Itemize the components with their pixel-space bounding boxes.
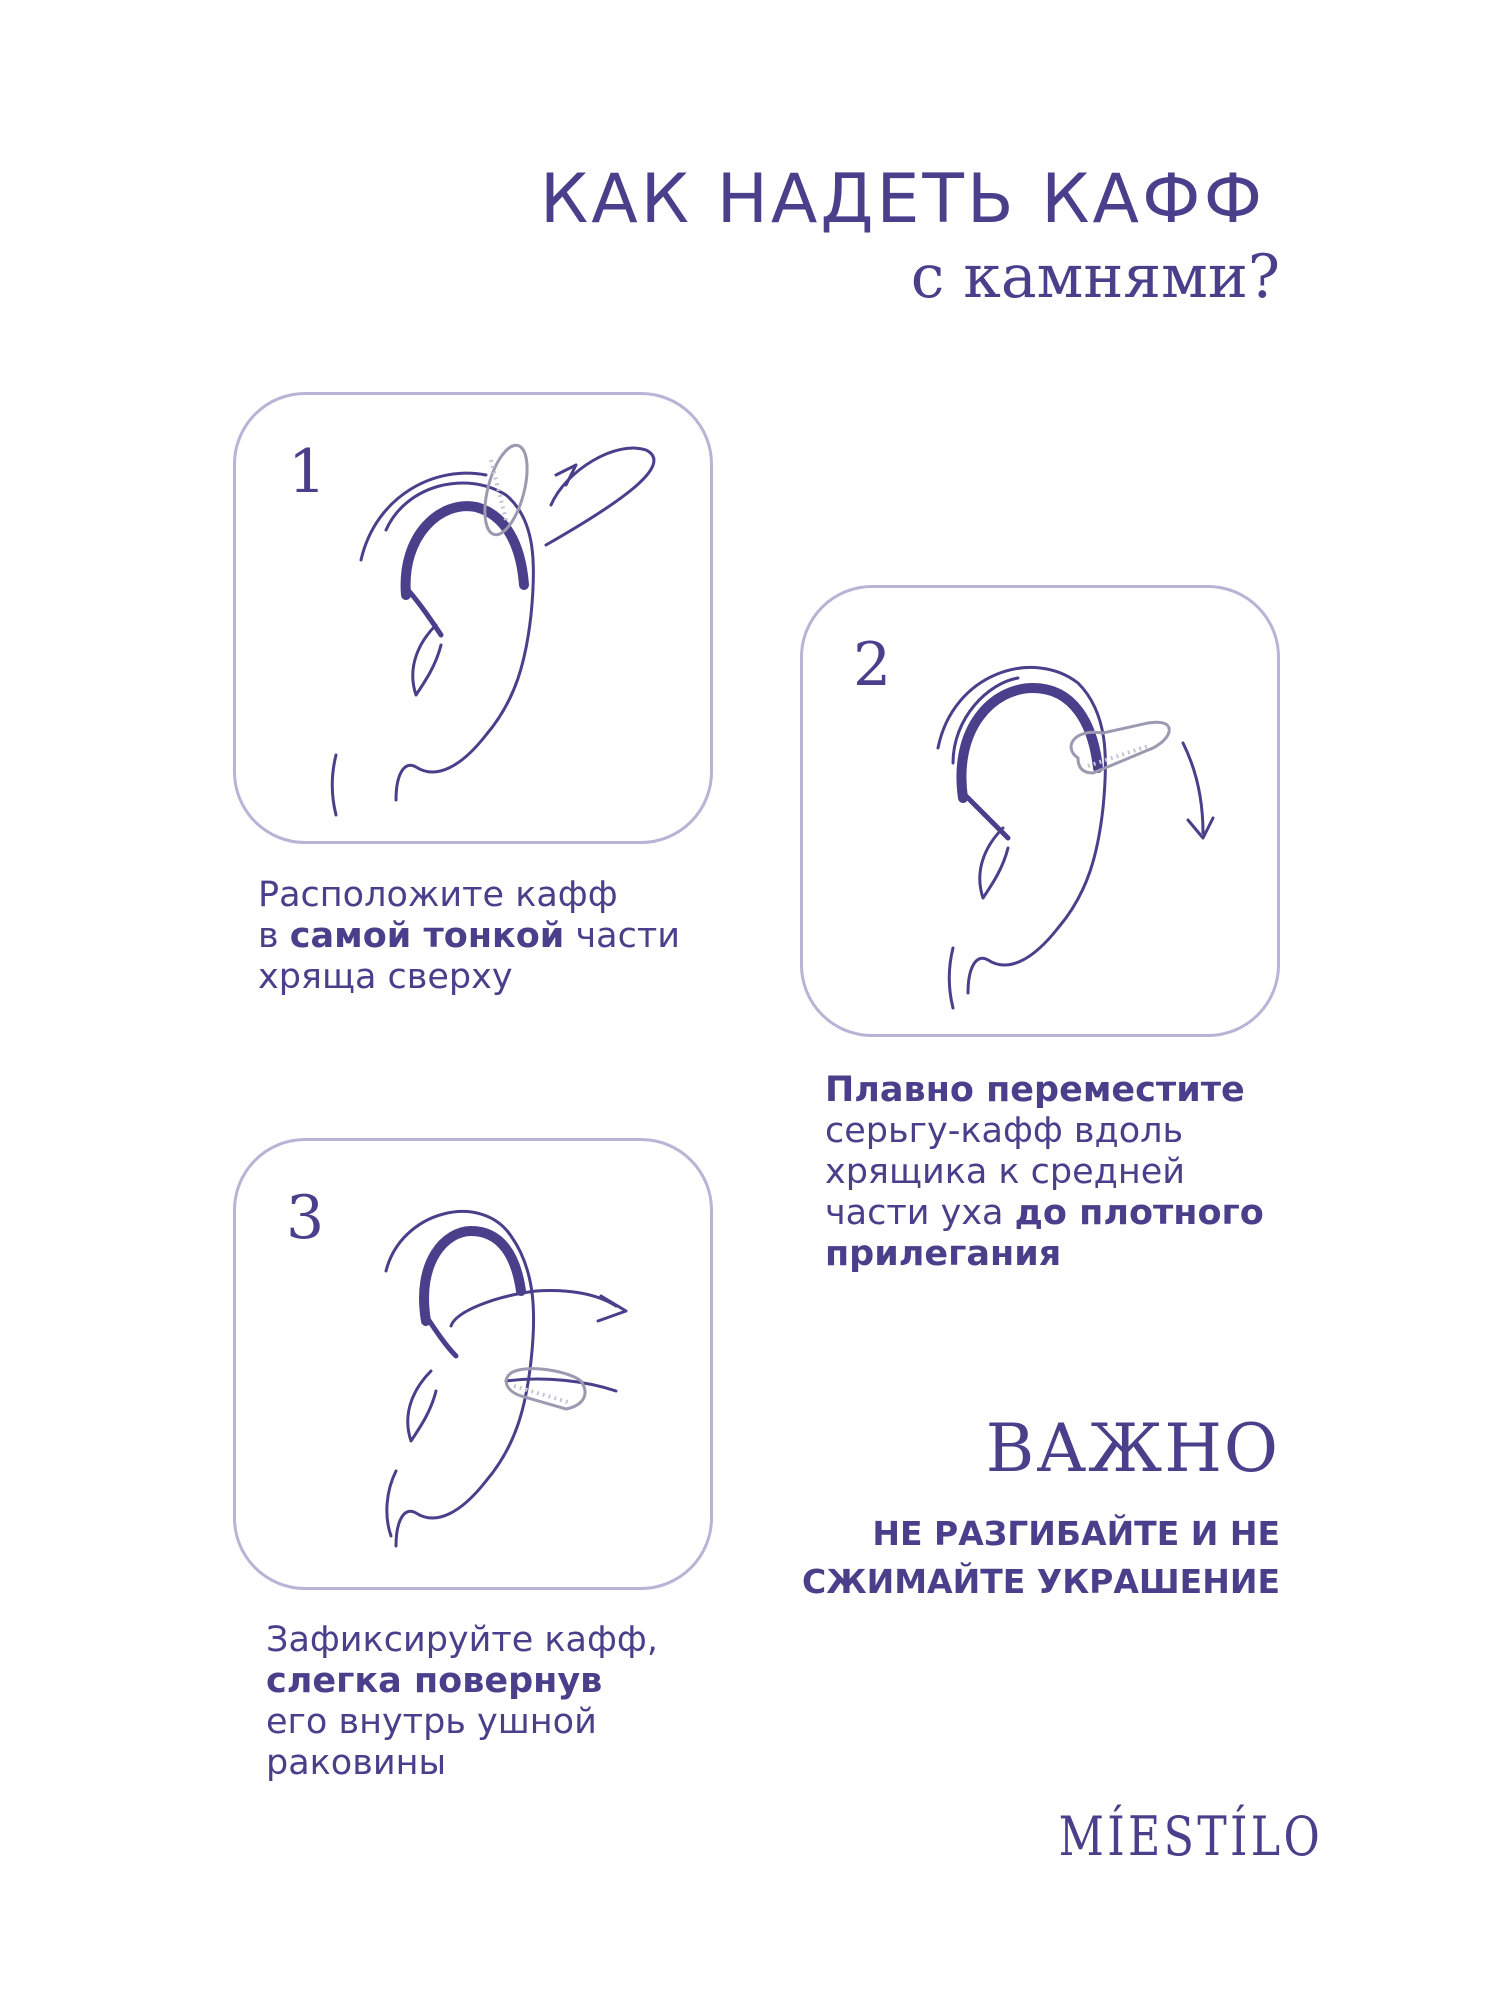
caption-part-bold: до плотного xyxy=(1014,1193,1264,1233)
step-caption-2 xyxy=(825,1070,1264,1275)
caption-part: хряща сверху xyxy=(258,957,513,997)
ear-illustration-3 xyxy=(236,1141,716,1593)
step-card-2 xyxy=(800,585,1280,1037)
caption-part: Зафиксируйте кафф, xyxy=(266,1620,658,1660)
caption-part: хрящика к средней xyxy=(825,1152,1186,1192)
caption-part: серьгу-кафф вдоль xyxy=(825,1111,1184,1151)
caption-part: части xyxy=(564,916,680,956)
important-note xyxy=(730,1510,1280,1606)
step-caption-3 xyxy=(266,1620,658,1784)
ear-illustration-1 xyxy=(236,395,716,847)
step-number-3: 3 xyxy=(286,1183,325,1253)
caption-part-bold: слегка повернув xyxy=(266,1661,603,1701)
caption-part-bold: прилегания xyxy=(825,1234,1062,1274)
ear-illustration-2 xyxy=(803,588,1283,1040)
caption-part: раковины xyxy=(266,1743,447,1783)
step-caption-1 xyxy=(258,875,680,998)
caption-part-bold: самой тонкой xyxy=(289,916,565,956)
caption-part: его внутрь ушной xyxy=(266,1702,597,1742)
important-line-2: СЖИМАЙТЕ УКРАШЕНИЕ xyxy=(801,1562,1280,1601)
step-number-1: 1 xyxy=(288,437,327,507)
ear-cuff-ring-3 xyxy=(506,1369,585,1409)
step-number-2: 2 xyxy=(853,630,892,700)
caption-part-bold: Плавно переместите xyxy=(825,1070,1245,1110)
important-heading: ВАЖНО xyxy=(985,1410,1280,1487)
page-subtitle: с камнями? xyxy=(910,242,1280,312)
step-card-1 xyxy=(233,392,713,844)
important-line-1: НЕ РАЗГИБАЙТЕ И НЕ xyxy=(872,1514,1280,1553)
brand-logo: MÍESTÍLO xyxy=(1058,1805,1324,1868)
caption-part: части уха xyxy=(825,1193,1015,1233)
caption-part: Расположите кафф xyxy=(258,875,618,915)
page-title: КАК НАДЕТЬ КАФФ xyxy=(540,160,1266,239)
caption-part: в xyxy=(258,916,290,956)
step-card-3 xyxy=(233,1138,713,1590)
